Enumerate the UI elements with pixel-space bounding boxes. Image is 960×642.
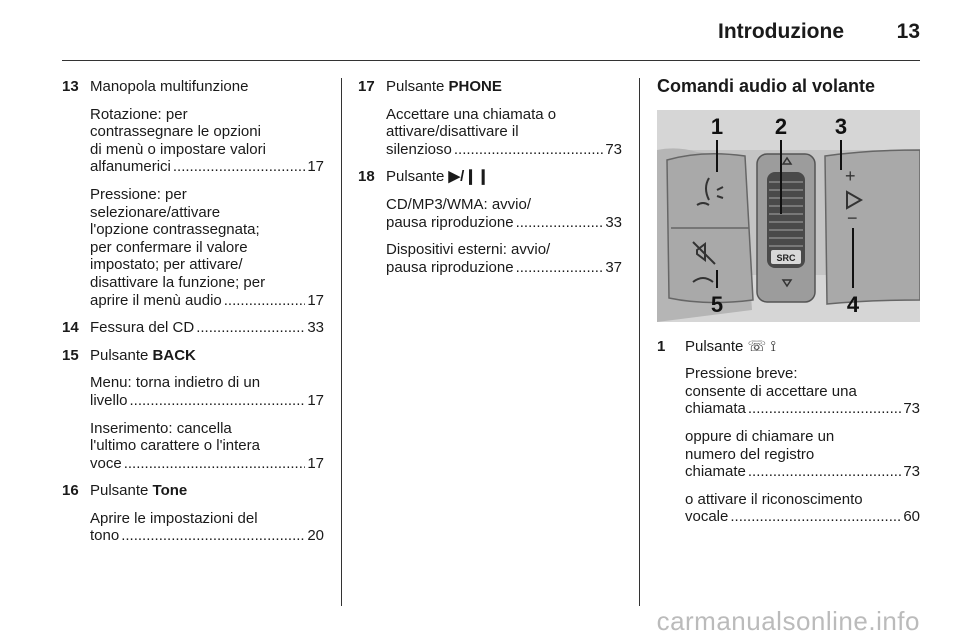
toc-line[interactable]	[685, 463, 920, 481]
toc-page: 73	[903, 463, 920, 481]
toc-line[interactable]	[90, 455, 324, 473]
desc-line: l'ultimo carattere o l'intera	[90, 437, 260, 455]
title-prefix: Pulsante	[386, 168, 445, 186]
callout-2: 2	[774, 113, 788, 139]
title-prefix: Pulsante	[90, 482, 149, 500]
toc-page: 17	[307, 291, 324, 309]
desc-line: CD/MP3/WMA: avvio/	[386, 195, 532, 213]
desc-line: attivare/disattivare il	[386, 123, 519, 141]
toc-text: pausa riproduzione	[386, 258, 514, 276]
callout-4: 4	[846, 291, 860, 317]
desc-line: oppure di chiamare un	[685, 427, 835, 445]
callout-1: 1	[710, 113, 724, 139]
toc-dots	[748, 400, 901, 418]
entry-number: 17	[358, 78, 375, 95]
desc-line: Inserimento: cancella	[90, 419, 232, 437]
entry-number: 18	[358, 168, 375, 186]
entry-desc	[685, 428, 920, 481]
entry-title	[90, 482, 324, 500]
entry-13	[62, 78, 324, 309]
toc-text: vocale	[685, 508, 729, 526]
toc-text: chiamata	[685, 400, 746, 418]
entry-title	[685, 338, 920, 356]
toc-text: voce	[90, 454, 122, 472]
entry-desc	[90, 106, 324, 176]
toc-dots	[730, 508, 901, 526]
desc-line: per confermare il valore	[90, 238, 248, 256]
column-divider	[341, 78, 342, 606]
entry-desc	[685, 491, 920, 526]
desc-line: Dispositivi esterni: avvio/	[386, 241, 551, 259]
desc-line: Aprire le impostazioni del	[90, 509, 258, 527]
entry-desc	[386, 196, 622, 231]
toc-text: aprire il menù audio	[90, 291, 222, 309]
desc-line: disattivare la funzione; per	[90, 273, 266, 291]
entry-title: Manopola multifunzione	[90, 78, 249, 95]
entry-desc	[685, 365, 920, 418]
toc-dots	[124, 455, 306, 473]
toc-page: 20	[307, 527, 324, 545]
toc-text: pausa riproduzione	[386, 213, 514, 231]
desc-line: Pressione: per	[90, 185, 187, 203]
toc-line[interactable]	[386, 214, 622, 232]
page-header	[62, 0, 920, 61]
desc-line: l'opzione contrassegnata;	[90, 221, 260, 239]
toc-line[interactable]	[90, 392, 324, 410]
title-button-name: BACK	[152, 346, 196, 364]
volume-down-icon: −	[847, 207, 858, 228]
entry-number: 14	[62, 319, 79, 337]
toc-text: alfanumerici	[90, 158, 171, 176]
toc-line[interactable]	[386, 141, 622, 159]
phone-icon: ☏ ⟟	[747, 337, 777, 355]
entry-desc	[90, 186, 324, 309]
entry-14	[62, 319, 324, 337]
toc-dots	[224, 292, 306, 310]
toc-text: chiamate	[685, 463, 746, 481]
section-title: Comandi audio al volante	[657, 76, 876, 96]
entry-18	[358, 168, 622, 276]
desc-line: Rotazione: per	[90, 105, 188, 123]
entry-17	[358, 78, 622, 158]
title-prefix: Pulsante	[90, 346, 149, 364]
entry-desc	[90, 420, 324, 473]
desc-line: numero del registro	[685, 445, 815, 463]
toc-dots	[196, 319, 305, 337]
toc-page: 37	[605, 258, 622, 276]
toc-line[interactable]	[685, 400, 920, 418]
toc-page: 17	[307, 158, 324, 176]
desc-line: Menu: torna indietro di un	[90, 374, 261, 392]
toc-page: 17	[307, 391, 324, 409]
page-number: 13	[896, 20, 920, 43]
toc-line[interactable]	[90, 527, 324, 545]
entry-15	[62, 347, 324, 473]
toc-page: 73	[605, 140, 622, 158]
toc-text: silenzioso	[386, 140, 452, 158]
toc-dots	[121, 527, 305, 545]
desc-line: o attivare il riconoscimento	[685, 490, 863, 508]
column-left	[62, 78, 324, 555]
toc-dots	[454, 141, 603, 159]
entry-desc	[386, 106, 622, 159]
desc-line: selezionare/attivare	[90, 203, 221, 221]
callout-5: 5	[710, 291, 724, 317]
src-label: SRC	[776, 252, 796, 263]
toc-page: 33	[605, 213, 622, 231]
entry-number: 16	[62, 482, 79, 500]
toc-dots	[130, 392, 306, 410]
toc-line[interactable]	[90, 158, 324, 176]
desc-line: di menù o impostare valori	[90, 140, 266, 158]
entry-1	[657, 338, 920, 526]
toc-line[interactable]	[90, 292, 324, 310]
toc-page: 60	[903, 508, 920, 526]
toc-line[interactable]	[386, 259, 622, 277]
entry-title	[90, 347, 324, 365]
desc-line: Accettare una chiamata o	[386, 105, 557, 123]
callout-3: 3	[834, 113, 848, 139]
column-right	[657, 78, 920, 536]
toc-text: Fessura del CD	[90, 319, 195, 337]
toc-dots	[516, 214, 604, 232]
entry-desc	[90, 510, 324, 545]
desc-line: Pressione breve:	[685, 365, 798, 383]
column-divider	[639, 78, 640, 606]
title-prefix: Pulsante	[386, 78, 445, 95]
toc-page: 73	[903, 400, 920, 418]
title-button-name: PHONE	[448, 78, 502, 95]
title-prefix: Pulsante	[685, 337, 744, 355]
entry-16	[62, 482, 324, 545]
entry-title	[386, 78, 622, 96]
steering-wheel-controls-figure	[657, 110, 920, 322]
title-button-name: Tone	[152, 482, 188, 500]
toc-line[interactable]	[685, 508, 920, 526]
toc-page: 17	[307, 454, 324, 472]
toc-text: livello	[90, 391, 128, 409]
entry-desc	[386, 241, 622, 276]
entry-number: 15	[62, 346, 79, 364]
header-title: Introduzione	[718, 20, 844, 43]
desc-line: consente di accettare una	[685, 382, 857, 400]
desc-line: contrassegnare le opzioni	[90, 123, 261, 141]
toc-line[interactable]	[90, 319, 324, 337]
toc-dots	[173, 158, 305, 176]
column-middle	[358, 78, 622, 286]
play-pause-icon: ▶/❙❙	[448, 168, 490, 186]
volume-up-icon: +	[845, 165, 856, 186]
desc-line: impostato; per attivare/	[90, 256, 243, 274]
toc-dots	[748, 463, 901, 481]
toc-dots	[516, 259, 604, 277]
steering-controls-illustration	[657, 110, 920, 322]
toc-text: tono	[90, 527, 120, 545]
toc-page: 33	[307, 319, 324, 337]
entry-desc	[90, 374, 324, 409]
entry-title	[386, 168, 622, 186]
entry-number: 13	[62, 78, 79, 95]
watermark: carmanualsonline.info	[656, 606, 920, 636]
entry-number: 1	[657, 337, 666, 355]
